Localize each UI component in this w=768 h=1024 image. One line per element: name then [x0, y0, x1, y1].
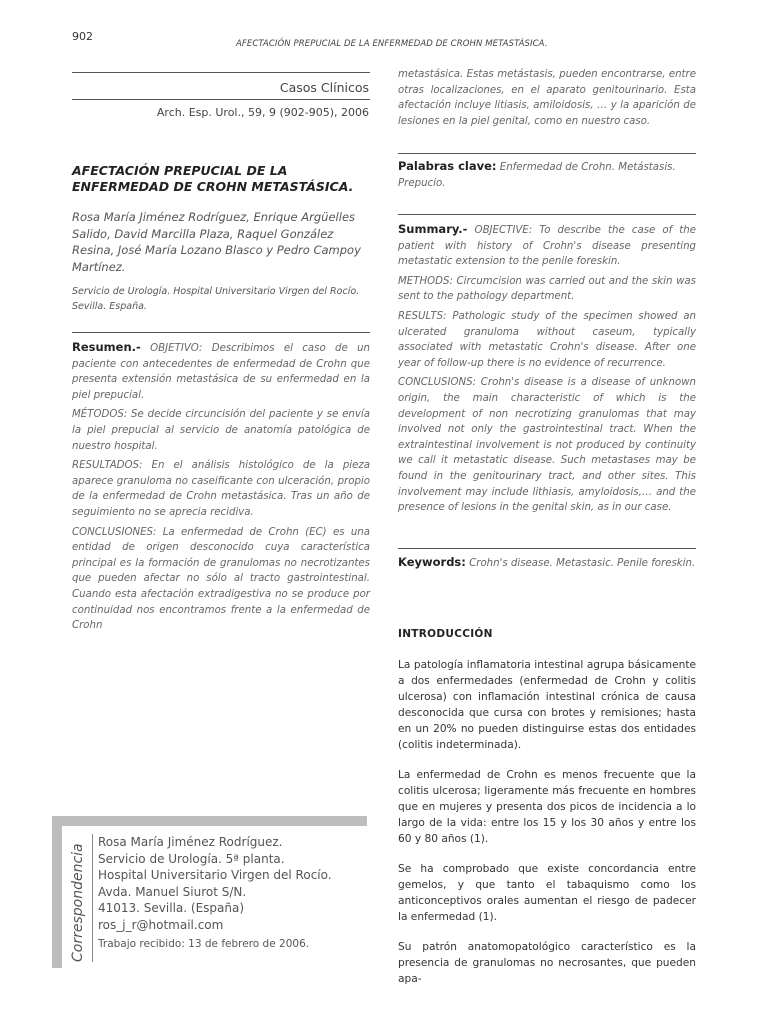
correspondence-line: Hospital Universitario Virgen del Rocío.: [98, 868, 332, 882]
summary-conclusions: CONCLUSIONS: Crohn's disease is a disease of unknown origin, the main characteristic of which is the development of non necrotizing granulomas that may involved not only the gastrointestinal tract. When the extraintestinal involvement is not produced by continuity we call it metastatic disease. Such metastases may be found in the genitourinary tract, and other sites. This involvement may include lithiasis, amyloidosis,… and the presence of lesions in the genital skin, as in our case.: [398, 377, 696, 514]
resumen-metodos: MÉTODOS: Se decide circuncisión del paciente y se envía la piel prepucial al servicio de anatomía patológica de nuestro hospital.: [72, 409, 370, 452]
intro-paragraph: Se ha comprobado que existe concordancia entre gemelos, y que tanto el tabaquismo como los anticonceptivos orales aumentan el riesgo de padecer la enfermedad (1).: [398, 863, 696, 923]
correspondence-frame-left: [52, 816, 62, 968]
correspondence-frame-top: [52, 816, 367, 826]
keywords-label: Keywords:: [398, 555, 466, 569]
correspondence-email: ros_j_r@hotmail.com: [98, 917, 224, 932]
correspondence-line: Servicio de Urología. 5ª planta.: [98, 851, 285, 866]
resumen-objetivo: Resumen.- OBJETIVO: Describimos el caso de un paciente con antecedentes de enfermedad de Crohn que presenta extensión metastásica de su enfermedad en la piel prepucial.: [72, 340, 370, 401]
resumen-rule: [72, 332, 370, 333]
resumen-block: [72, 340, 370, 638]
top-rule-left: [72, 72, 370, 73]
correspondence-divider: [92, 834, 93, 962]
summary-block: [398, 222, 696, 520]
intro-heading: INTRODUCCIÓN: [398, 628, 493, 640]
correspondence-label: Correspondencia: [70, 843, 86, 962]
resumen-label: Resumen.-: [72, 340, 141, 354]
palabras-clave: [398, 159, 696, 191]
summary-objective: Summary.- OBJECTIVE: To describe the case of the patient with history of Crohn's disease presenting metastatic extension to the penile foreskin.: [398, 222, 696, 268]
summary-rule: [398, 214, 696, 215]
resumen-resultados: RESULTADOS: En el análisis histológico de la pieza aparece granuloma no caseificante con ulceración, propio de la enfermedad de Crohn metastásica. Tras un año de seguimiento no se aprecia recidiva.: [72, 460, 370, 518]
page-number: 902: [72, 30, 93, 43]
keywords-rule: [398, 548, 696, 549]
intro-body: [398, 657, 696, 1001]
section-rule: [72, 99, 370, 100]
received-date: Trabajo recibido: 13 de febrero de 2006.: [98, 938, 310, 950]
running-head: AFECTACIÓN PREPUCIAL DE LA ENFERMEDAD DE CROHN METASTÁSICA.: [236, 39, 548, 49]
summary-results: RESULTS: Pathologic study of the specimen showed an ulcerated granuloma without caseum, typically associated with metastatic Crohn's disease. After one year of follow-up there is no evidence of recurrence.: [398, 310, 696, 369]
affiliation: Servicio de Urología. Hospital Universitario Virgen del Rocío. Sevilla. España.: [72, 286, 360, 312]
article-title: AFECTACIÓN PREPUCIAL DE LA ENFERMEDAD DE CROHN METASTÁSICA.: [72, 163, 354, 194]
summary-methods: METHODS: Circumcision was carried out and the skin was sent to the pathology department.: [398, 275, 696, 303]
section-label: Casos Clínicos: [279, 80, 369, 95]
resumen-continuation-block: [398, 67, 696, 133]
intro-paragraph: La enfermedad de Crohn es menos frecuente que la colitis ulcerosa; ligeramente más frecuente en hombres que en mujeres y presenta dos picos de incidencia a lo largo de la vida: entre los 15 y los 30 años y entre los 60 y 80 años (1).: [398, 769, 696, 845]
correspondence-line: 41013. Sevilla. (España): [98, 901, 245, 915]
resumen-conclusiones: CONCLUSIONES: La enfermedad de Crohn (EC) es una entidad de origen desconocido cuya característica principal es la formación de granulomas no necrotizantes que pueden afectar no sólo al tracto gastrointestinal. Cuando esta afectación extradigestiva no se produce por continuidad nos encontramos frente a la enfermedad de Crohn: [72, 526, 370, 632]
keywords-block: [398, 555, 696, 572]
correspondence-line: Rosa María Jiménez Rodríguez.: [98, 835, 283, 849]
intro-paragraph: La patología inflamatoria intestinal agrupa básicamente a dos enfermedades (enfermedad de Crohn y colitis ulcerosa) con inflamación intestinal crónica de causa desconocida que cursa con brotes y remisiones; hasta en un 20% no pueden distinguirse estas dos entidades (colitis indeterminada).: [398, 659, 696, 751]
palabras-label: Palabras clave:: [398, 159, 497, 173]
author-list: Rosa María Jiménez Rodríguez, Enrique Argüelles Salido, David Marcilla Plaza, Raquel González Resina, José María Lozano Blasco y Pedro Campoy Martínez.: [72, 210, 361, 274]
journal-citation: Arch. Esp. Urol., 59, 9 (902-905), 2006: [156, 106, 369, 119]
summary-label: Summary.-: [398, 222, 468, 236]
correspondence-address: [98, 834, 358, 953]
intro-paragraph: Su patrón anatomopatológico característico es la presencia de granulomas no necrosantes, que pueden apa-: [398, 941, 696, 985]
palabras-rule: [398, 153, 696, 154]
keywords-text: Crohn's disease. Metastasic. Penile foreskin.: [469, 558, 696, 569]
palabras-text: Enfermedad de Crohn. Metástasis. Prepucio.: [398, 162, 676, 189]
resumen-continuation: metastásica. Estas metástasis, pueden encontrarse, entre otras localizaciones, en el aparato genitourinario. Esta afectación incluye litiasis, amiloidosis, … y la aparición de lesiones en la piel genital, como en nuestro caso.: [398, 69, 696, 127]
correspondence-line: Avda. Manuel Siurot S/N.: [98, 884, 247, 899]
